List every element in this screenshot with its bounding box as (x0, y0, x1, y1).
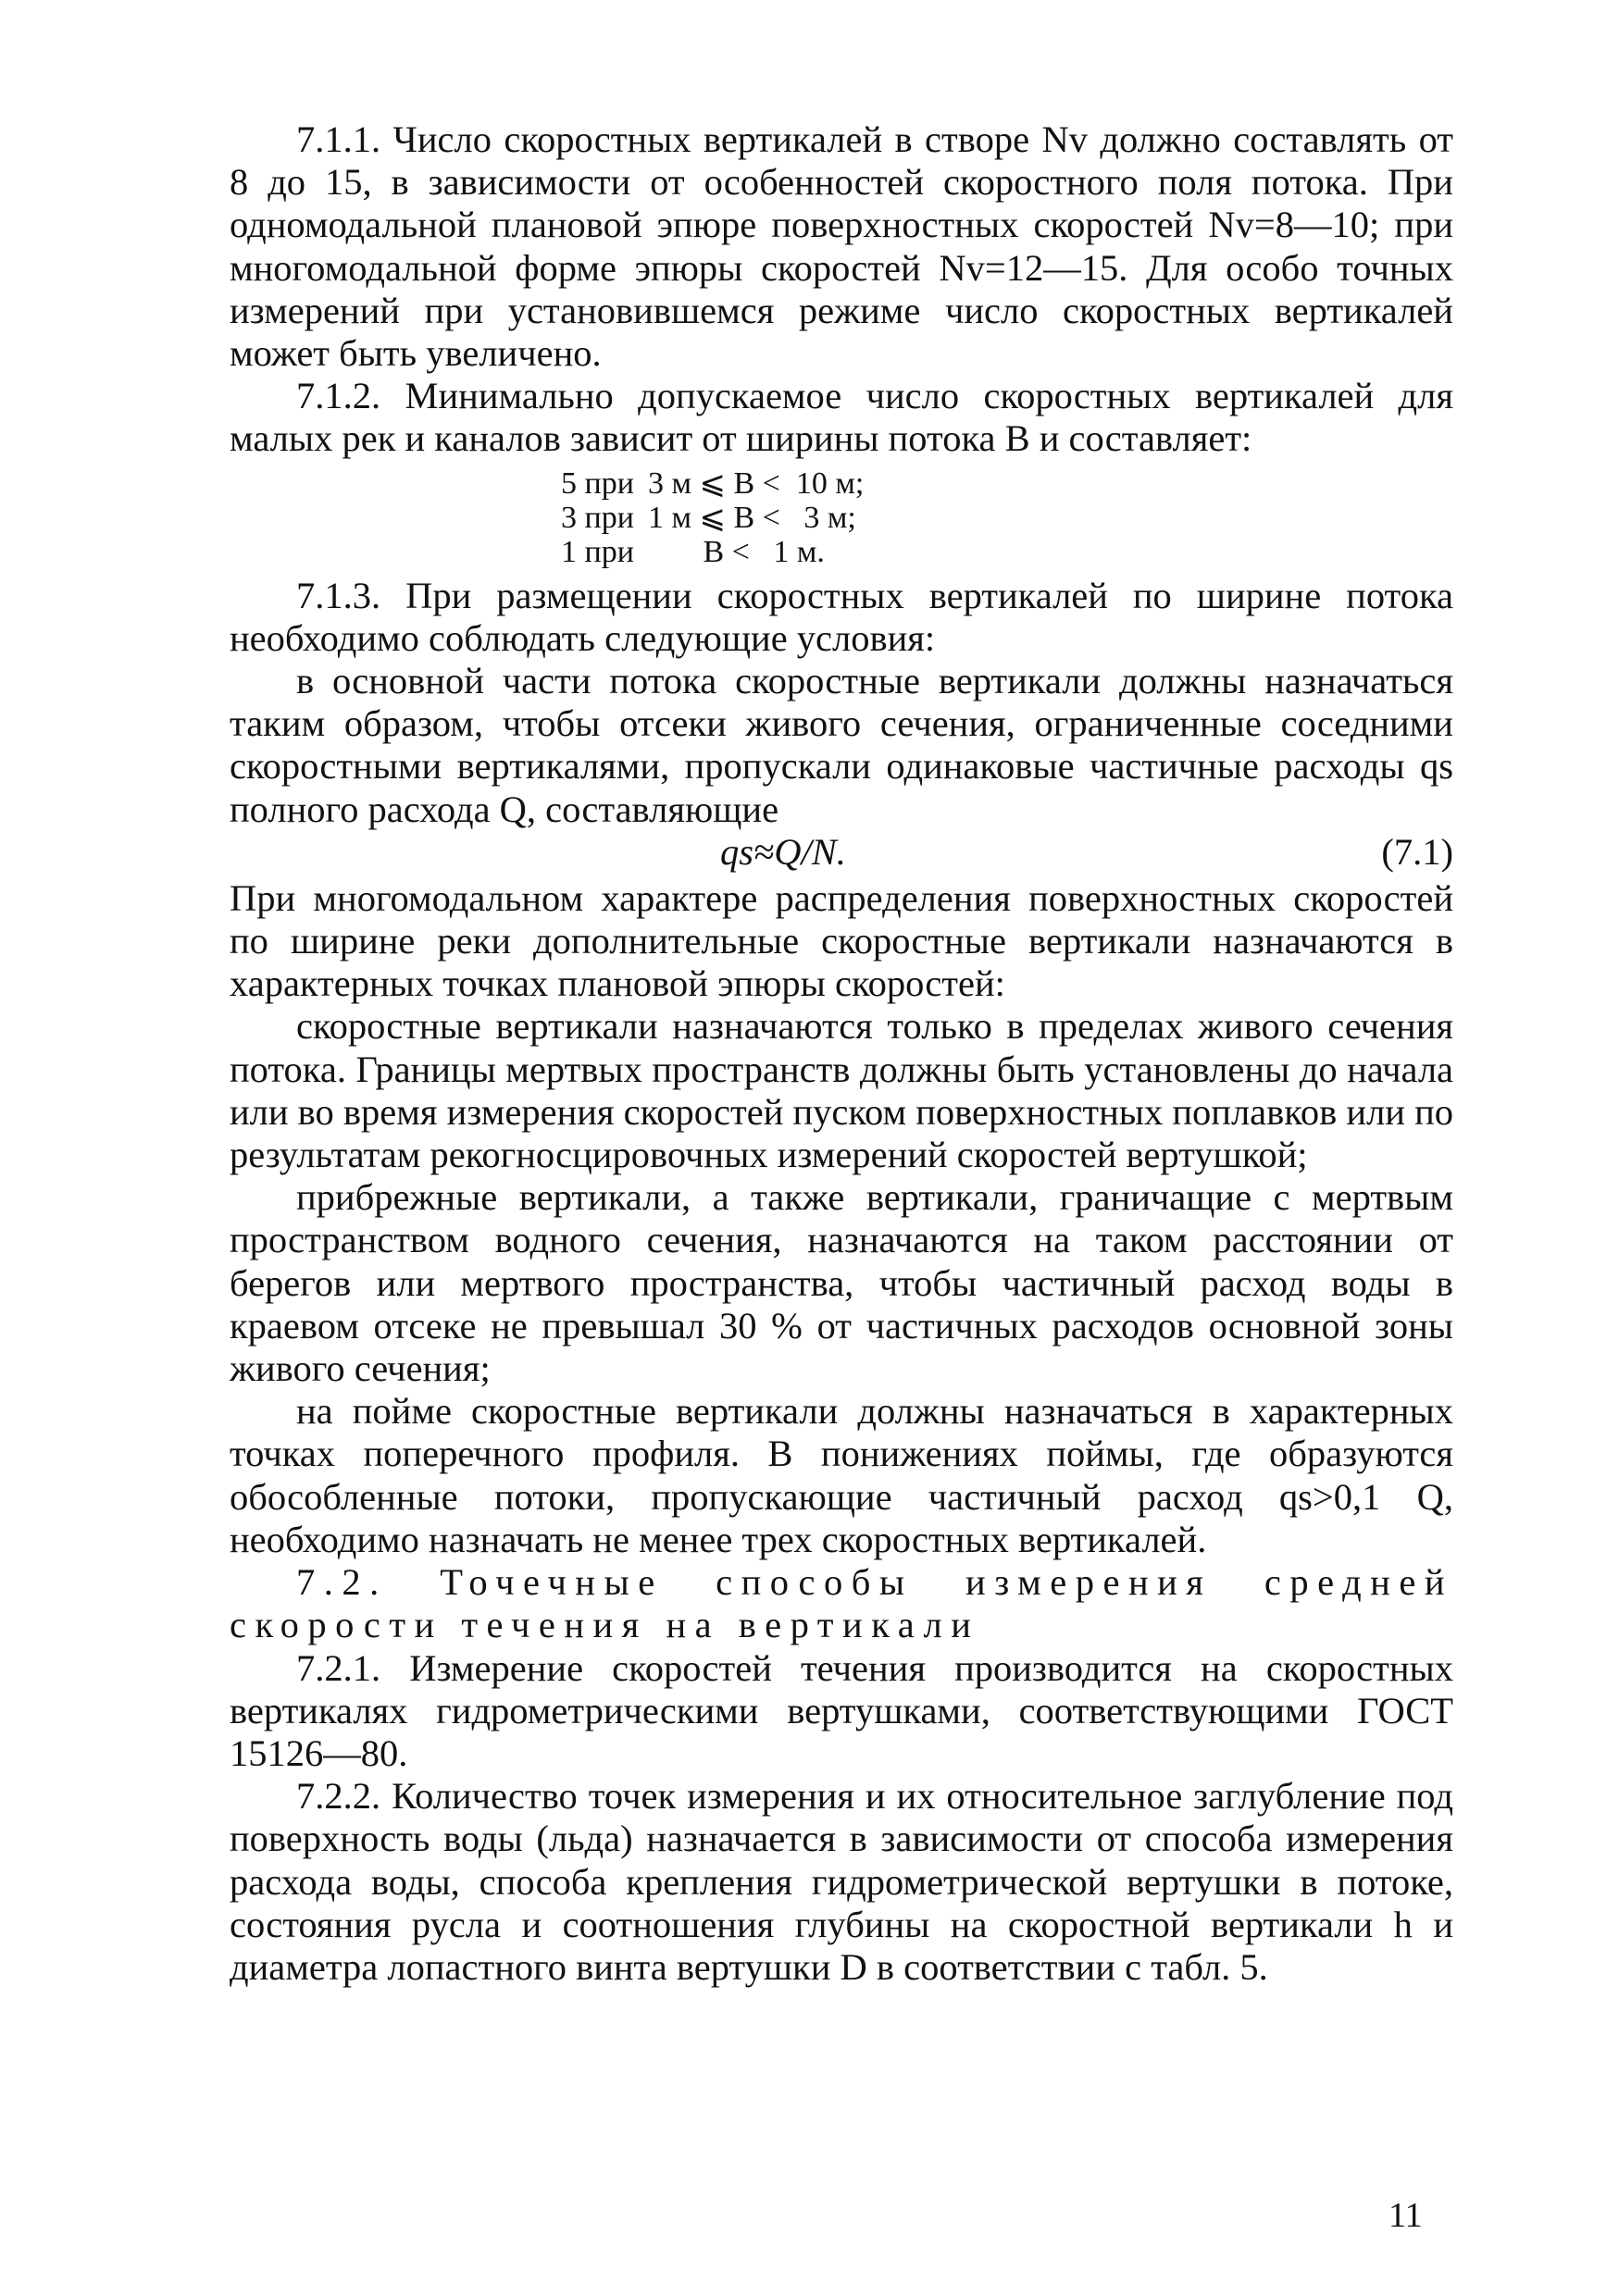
paragraph-7-1-2: 7.1.2. Минимально допускаемое число скоростных вертикалей для малых рек и каналов зависит от ширины потока B и составляет: (230, 375, 1453, 460)
paragraph-live-section: скоростные вертикали назначаются только в пределах живого сечения потока. Границы мертвых пространств должны быть установлены до начала или во время измерения скоростей пуском поверхностных поплавков или по результатам рекогносцировочных измерений скоростей вертушкой; (230, 1005, 1454, 1176)
condition-range: 3 м ⩽ B < 10 м; (648, 465, 865, 501)
paragraph-shore-verticals: прибрежные вертикали, а также вертикали, граничащие с мертвым пространством водного сечения, назначаются на таком расстоянии от берегов или мертвого пространства, чтобы частичный расход воды в краевом отсеке не превышал 30 % от частичных расходов основной зоны живого сечения; (230, 1176, 1453, 1390)
paragraph-7-1-1: 7.1.1. Число скоростных вертикалей в створе Nv должно составлять от 8 до 15, в зависимости от особенностей скоростного поля потока. При одномодальной плановой эпюре поверхностных скоростей Nv=8—10; при многомодальной форме эпюры скоростей Nv=12—15. Для особо точных измерений при установившемся режиме число скоростных вертикалей может быть увеличено. (230, 118, 1453, 375)
condition-row (230, 501, 1453, 535)
width-conditions (230, 466, 1453, 569)
section-heading-7-2: 7.2. Точечные способы измерения средней (296, 1561, 1453, 1604)
paragraph-floodplain: на пойме скоростные вертикали должны назначаться в характерных точках поперечного профиля. В понижениях поймы, где образуются обособленные потоки, пропускающие частичный расход qs>0,1 Q, необходимо назначать не менее трех скоростных вертикалей. (230, 1390, 1453, 1560)
page-number: 11 (1389, 2196, 1423, 2235)
paragraph-7-2-1: 7.2.1. Измерение скоростей течения производится на скоростных вертикалях гидрометрическими вертушками, соответствующими ГОСТ 15126—80. (230, 1646, 1453, 1774)
condition-count: 3 при (561, 500, 634, 535)
paragraph-7-1-3: 7.1.3. При размещении скоростных вертикалей по ширине потока необходимо соблюдать следующие условия: (230, 574, 1453, 659)
condition-count: 1 при (561, 534, 634, 569)
condition-row (230, 535, 1453, 569)
formula-7-1 (230, 831, 1453, 877)
paragraph-multimodal: При многомодальном характере распределения поверхностных скоростей по ширине реки дополнительные скоростные вертикали назначаются в характерных точках плановой эпюры скоростей: (230, 876, 1453, 1005)
section-heading-7-2-cont: скорости течения на вертикали (230, 1604, 980, 1646)
body-text (230, 118, 1453, 1989)
condition-range: 1 м ⩽ B < 3 м; (648, 500, 856, 535)
paragraph-7-2-2: 7.2.2. Количество точек измерения и их относительное заглубление под поверхность воды (льда) назначается в зависимости от способа измерения расхода воды, способа крепления гидрометрической вертушки в потоке, состояния русла и соотношения глубины на скоростной вертикали h и диаметра лопастного винта вертушки D в соответствии с табл. 5. (230, 1775, 1453, 1988)
condition-row (230, 466, 1453, 501)
condition-range: B < 1 м. (648, 534, 825, 569)
formula-number: (7.1) (1381, 830, 1453, 873)
condition-count: 5 при (561, 465, 634, 501)
paragraph-equal-partial-flows: в основной части потока скоростные вертикали должны назначаться таким образом, чтобы отсеки живого сечения, ограниченные соседними скоростными вертикалями, пропускали одинаковые частичные расходы qs полного расхода Q, составляющие (230, 660, 1453, 830)
formula-expression: qs≈Q/N. (720, 830, 846, 873)
